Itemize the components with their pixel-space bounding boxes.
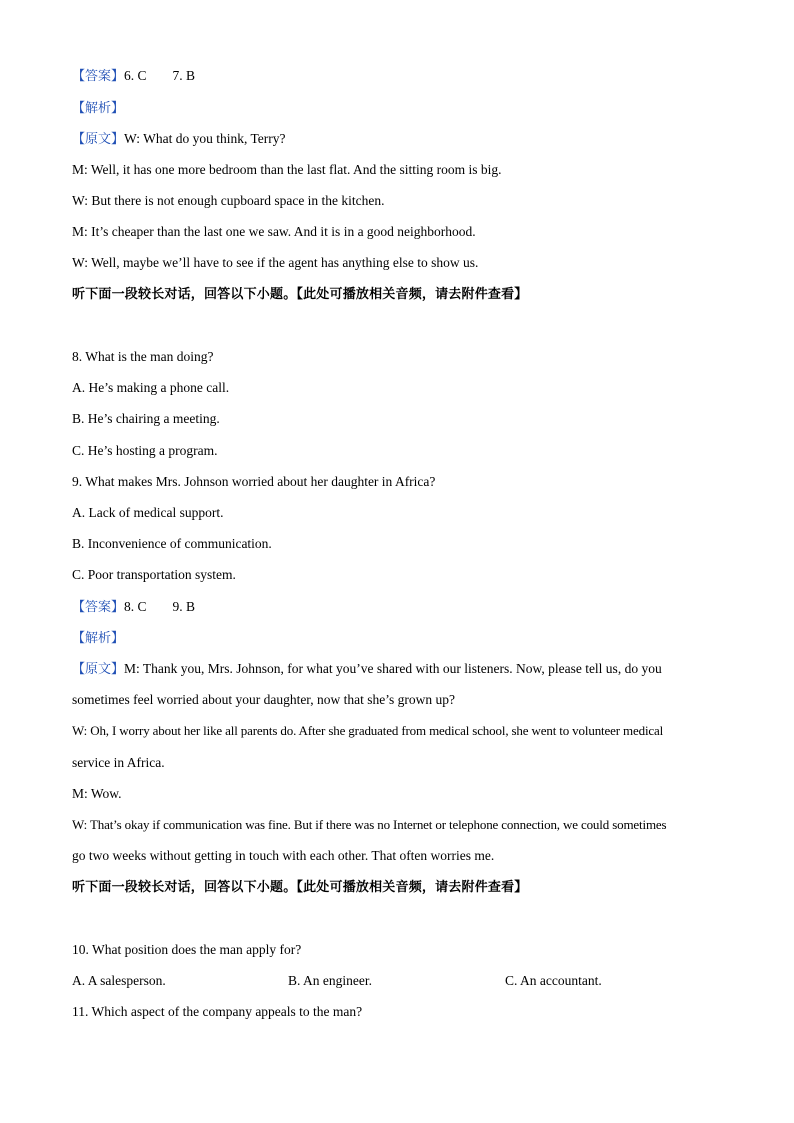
analysis-tag: 【解析】: [72, 101, 125, 116]
transcript-line: W: Well, maybe we’ll have to see if the agent has anything else to show us.: [72, 255, 479, 270]
answer-6: 6. C: [124, 68, 147, 83]
original-tag: 【原文】: [72, 132, 125, 147]
question-9: 9. What makes Mrs. Johnson worried about her daughter in Africa?: [72, 474, 436, 489]
option-10b: B. An engineer.: [288, 973, 372, 988]
analysis-heading: [72, 630, 124, 647]
transcript-line: W: But there is not enough cupboard space in the kitchen.: [72, 193, 385, 208]
transcript-line: [72, 131, 286, 148]
question-10: 10. What position does the man apply for?: [72, 942, 302, 957]
original-tag: 【原文】: [72, 662, 125, 677]
transcript-line: sometimes feel worried about your daughter, now that she’s grown up?: [72, 692, 455, 707]
answer-tag: 【答案】: [72, 69, 125, 84]
transcript-line: [72, 661, 722, 678]
analysis-heading: [72, 100, 124, 117]
transcript-line: W: Oh, I worry about her like all parents do. After she graduated from medical school, she went to volunteer medical: [72, 723, 664, 738]
option-8b: B. He’s chairing a meeting.: [72, 411, 220, 426]
answer-8: 8. C: [124, 599, 147, 614]
transcript-line: go two weeks without getting in touch with each other. That often worries me.: [72, 848, 495, 863]
dialogue-text: W: What do you think, Terry?: [124, 131, 286, 146]
answer-tag: 【答案】: [72, 600, 125, 615]
listening-instruction: 听下面一段较长对话，回答以下小题。【此处可播放相关音频，请去附件查看】: [72, 880, 528, 895]
answer-line-8-9: [72, 599, 195, 616]
transcript-line: W: That’s okay if communication was fine. But if there was no Internet or telephone connection, we could sometimes: [72, 817, 667, 832]
answer-line-6-7: [72, 68, 195, 85]
option-9b: B. Inconvenience of communication.: [72, 536, 272, 551]
dialogue-text: M: Thank you, Mrs. Johnson, for what you’ve shared with our listeners. Now, please tell us, do you: [124, 661, 662, 676]
question-11: 11. Which aspect of the company appeals to the man?: [72, 1004, 363, 1019]
answer-7: 7. B: [172, 68, 196, 83]
option-8a: A. He’s making a phone call.: [72, 380, 230, 395]
option-9c: C. Poor transportation system.: [72, 567, 236, 582]
option-8c: C. He’s hosting a program.: [72, 443, 218, 458]
transcript-line: M: Well, it has one more bedroom than the last flat. And the sitting room is big.: [72, 162, 502, 177]
answer-9: 9. B: [172, 599, 196, 614]
analysis-tag: 【解析】: [72, 631, 125, 646]
option-10c: C. An accountant.: [505, 973, 602, 988]
listening-instruction: 听下面一段较长对话，回答以下小题。【此处可播放相关音频，请去附件查看】: [72, 287, 528, 302]
transcript-line: M: It’s cheaper than the last one we saw. And it is in a good neighborhood.: [72, 224, 476, 239]
option-9a: A. Lack of medical support.: [72, 505, 224, 520]
question-8: 8. What is the man doing?: [72, 349, 214, 364]
option-10a: A. A salesperson.: [72, 973, 166, 988]
transcript-line: M: Wow.: [72, 786, 122, 801]
transcript-line: service in Africa.: [72, 755, 165, 770]
